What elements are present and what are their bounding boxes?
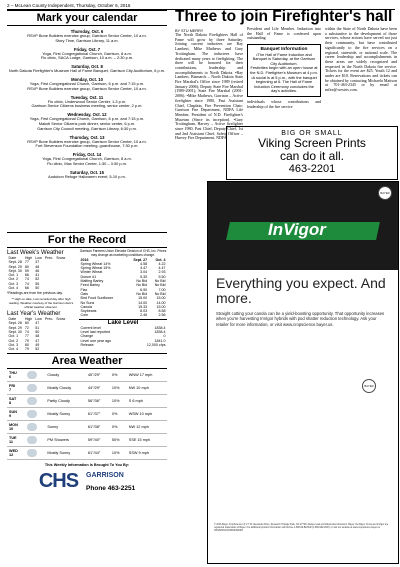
article-text-3: within the State of North Dakota have been a substantive to the development of those services, whose actions have served not just their community, but have contributed significantly to the fire services on a regional, statewide, or national scale. The career leadership and accomplishments in these areas are widely recognized and respected in the North Dakota fire service. Tickets for the event are $25. Youth 12 and under are $10. Reservations and tickets can be obtained by contacting Michaela Mattson at 701-463-2345 or by email at mfire@westriv.com. bbox=[325, 26, 397, 93]
table-cell: Oct. 1 bbox=[8, 273, 19, 278]
forecast-day-date: 7 bbox=[9, 388, 12, 392]
forecast-day-name: TUE bbox=[9, 435, 17, 440]
banquet-item: Festivities begin with an open house at the N.D. Firefighter's Museum at 4 p.m. bbox=[250, 65, 318, 76]
table-cell: 51 bbox=[35, 325, 40, 330]
grain-cell: 4.22 bbox=[158, 261, 166, 266]
grain-cell: 2.46 bbox=[140, 313, 148, 318]
table-cell: 48 bbox=[35, 264, 40, 269]
grain-cell: No Bid bbox=[154, 283, 166, 288]
article-byline: BY STU MERRY bbox=[175, 29, 204, 33]
column-header: Date bbox=[8, 256, 17, 260]
table-cell: 79 bbox=[24, 338, 29, 343]
table-cell: Sept. 29 bbox=[8, 264, 22, 269]
lake-level-table bbox=[79, 326, 167, 347]
table-cell: 77 bbox=[24, 334, 29, 339]
calendar-day: Thursday, Oct. 6 bbox=[70, 29, 104, 34]
column-header: Date bbox=[8, 317, 17, 322]
calendar-day: Wednesday, Oct. 12 bbox=[67, 112, 107, 118]
table-cell: Oct. 1 bbox=[8, 334, 19, 339]
forecast-day-name: FRI bbox=[9, 383, 16, 388]
forecast-day-name: SUN bbox=[9, 409, 18, 414]
grain-cell: 8.58 bbox=[158, 309, 166, 314]
forecast-precip: 0% bbox=[110, 421, 127, 434]
table-cell: Sept. 28 bbox=[8, 260, 22, 265]
table-cell: 52 bbox=[35, 277, 40, 282]
last-week-weather-title: Last Week's Weather bbox=[7, 250, 64, 256]
table-cell: 80 bbox=[24, 342, 29, 347]
weather-icon bbox=[27, 371, 37, 379]
grain-cell: No Bid bbox=[154, 291, 166, 296]
weather-icon bbox=[27, 384, 37, 392]
grain-cell: Canola bbox=[80, 304, 92, 309]
grain-cell: Soybeans bbox=[80, 309, 97, 314]
column-header: Prec. bbox=[44, 256, 54, 260]
table-cell: Oct. 3 bbox=[8, 342, 19, 347]
grain-row bbox=[79, 313, 167, 317]
grain-cell: Durum #1 bbox=[80, 274, 97, 279]
weather-icon bbox=[27, 423, 37, 431]
grain-cell: 2.93 bbox=[158, 270, 166, 275]
sponsor-town: GARRISON bbox=[86, 471, 124, 479]
forecast-desc: Sunny bbox=[45, 421, 85, 434]
grain-cell: 15.00 bbox=[156, 296, 166, 301]
table-cell: Sept. 30 bbox=[8, 330, 22, 335]
weather-icon-cell bbox=[25, 395, 45, 408]
calendar-event: Audubon Refuge Halloween event, 5-10 p.m. bbox=[48, 173, 126, 179]
forecast-day-name: THU bbox=[9, 370, 17, 375]
forecast-day bbox=[7, 434, 25, 447]
table-cell: Sept. 29 bbox=[8, 325, 22, 330]
forecast-day-name: WED bbox=[9, 448, 18, 453]
calendar-event: RSVP Bone Builders exercise group, Garrison Senior Center, 10 a.m. bbox=[27, 85, 147, 91]
grain-cell: No Bid bbox=[154, 279, 166, 284]
weather-icon bbox=[27, 397, 37, 405]
weather-footnote: ** High on date, Low recorded day after high reading. Weather courtesy of the Garrison dam's official weather observer. bbox=[8, 297, 74, 309]
grain-cell: 5.30 bbox=[140, 274, 148, 279]
forecast-day-name: MON bbox=[9, 422, 18, 427]
invigor-tagline: Everything you expect. And more. bbox=[216, 275, 386, 306]
calendar-event: Fort Stevenson Foundation meeting, guardhouse, 7:30 p.m. bbox=[35, 143, 139, 149]
banquet-info-box bbox=[247, 44, 321, 97]
grain-cell: 2.56 bbox=[158, 313, 166, 318]
table-cell: 72 bbox=[24, 325, 29, 330]
table-cell: Oct. 2 bbox=[8, 277, 19, 282]
table-row bbox=[7, 286, 67, 290]
last-week-weather-table bbox=[7, 250, 67, 290]
table-cell: 80 bbox=[24, 321, 29, 326]
table-cell bbox=[55, 286, 67, 290]
forecast-table bbox=[7, 369, 167, 460]
sponsor-block bbox=[7, 470, 167, 493]
weather-icon bbox=[27, 449, 37, 457]
calendar-event: Yoga, First Congregational Church, Garrison, 8 a.m. bbox=[42, 156, 132, 162]
viking-ad-line1: BIG OR SMALL bbox=[281, 130, 343, 137]
record-section bbox=[7, 232, 167, 352]
table-cell bbox=[55, 347, 67, 351]
calendar-event: Flu clinic, Max Senior Center, 1:30 – 3:30 p.m. bbox=[47, 160, 127, 166]
table-cell: Sept. 30 bbox=[8, 268, 22, 273]
chs-logo: CHS bbox=[38, 470, 79, 492]
calendar-event: North Dakota Firefighter's Museum Hall of Fame Banquet, Garrison City Auditorium, 6 p.m. bbox=[8, 68, 166, 74]
grain-cell: Malting Barley bbox=[80, 279, 104, 284]
grain-cell: 15.33 bbox=[138, 304, 148, 309]
grain-cell: Spring Wheat 14% bbox=[80, 261, 111, 266]
record-title: For the Record bbox=[7, 232, 167, 248]
forecast-precip: 50% bbox=[110, 434, 127, 447]
calendar-day: Saturday, Oct. 8 bbox=[71, 64, 103, 70]
column-header: High bbox=[24, 256, 33, 260]
table-cell: 49 bbox=[35, 342, 40, 347]
grain-cell: No Bid bbox=[136, 291, 148, 296]
forecast-precip: 10% bbox=[110, 382, 127, 395]
forecast-day bbox=[7, 421, 25, 434]
banquet-item: •A social is at 5 p.m., with the banquet beginning at 6. The Hall of Fame Induction Ceremony concludes the day's activities. bbox=[251, 74, 317, 94]
calendar-day: Friday, Oct. 7 bbox=[73, 46, 101, 52]
table-cell bbox=[43, 286, 54, 290]
weather-icon-cell bbox=[25, 421, 45, 434]
calendar-event: Yoga, First Congregational Church, Garrison, 6 p.m. and 7:15 p.m. bbox=[29, 116, 145, 122]
forecast-temps: 44°/29° bbox=[86, 382, 110, 395]
table-cell: 52 bbox=[35, 347, 40, 352]
table-cell: 55 bbox=[35, 281, 40, 286]
forecast-row bbox=[7, 421, 167, 434]
grain-cell: No Bid bbox=[136, 279, 148, 284]
weather-icon-cell bbox=[25, 434, 45, 447]
weather-icon bbox=[27, 410, 37, 418]
forecast-row bbox=[7, 395, 167, 408]
table-cell: Oct. 4 bbox=[8, 347, 19, 352]
column-header: Oct. 4 bbox=[155, 257, 166, 262]
column-header: Prec. bbox=[44, 317, 54, 322]
last-year-weather-table bbox=[7, 311, 67, 351]
grain-cell: 4.58 bbox=[140, 261, 148, 266]
weather-tables bbox=[7, 250, 75, 352]
grain-cell: Bird Food Sunflower bbox=[80, 296, 114, 301]
grain-cell: 4.47 bbox=[158, 266, 166, 271]
grain-lake-column bbox=[79, 250, 167, 352]
invigor-logo: InVigor bbox=[268, 220, 326, 239]
forecast-day-date: 11 bbox=[9, 440, 14, 444]
forecast-day-name: SAT bbox=[9, 396, 17, 401]
table-cell: 77 bbox=[24, 260, 29, 265]
calendar-event: Garrison Senior Citizens business meeting, senior center, 2 p.m. bbox=[31, 103, 143, 109]
invigor-ad bbox=[207, 181, 399, 564]
viking-ad-phone: 463-2201 bbox=[288, 163, 336, 175]
column-header: Snow bbox=[56, 317, 66, 322]
table-cell bbox=[43, 347, 54, 351]
table-cell: 48 bbox=[35, 334, 40, 339]
last-year-weather-title: Last Year's Weather bbox=[7, 311, 61, 318]
invigor-ad-banner bbox=[208, 182, 398, 270]
article bbox=[175, 9, 397, 141]
table-cell: 50 bbox=[35, 330, 40, 335]
viking-screen-prints-ad bbox=[226, 126, 398, 180]
lake-cell: Change bbox=[80, 334, 94, 339]
grain-prices-table bbox=[79, 258, 167, 318]
forecast-day bbox=[7, 382, 25, 395]
calendar-day: Friday, Oct. 14 bbox=[72, 152, 102, 158]
bayer-logo: BAYER bbox=[378, 186, 392, 200]
forecast-desc: Cloudy bbox=[45, 369, 85, 382]
forecast-day bbox=[7, 395, 25, 408]
grain-cell: 7.00 bbox=[158, 287, 166, 292]
article-text-2: President and Life Member. Induction into the Hall of Fame is conferred upon outstanding bbox=[247, 26, 321, 41]
forecast-precip: 0% bbox=[110, 369, 127, 382]
area-weather-section bbox=[7, 353, 167, 493]
forecast-day-date: 6 bbox=[9, 375, 12, 379]
page-header: 2 – McLean County Independent, Thursday, October 6, 2016 bbox=[7, 3, 395, 10]
weather-icon bbox=[27, 436, 37, 444]
grain-cell: Spring Wheat 15% bbox=[80, 266, 111, 271]
grain-cell: 8.03 bbox=[140, 309, 148, 314]
grain-cell: No Bid bbox=[136, 283, 148, 288]
table-cell: 74 bbox=[24, 330, 29, 335]
forecast-wind: S 6 mph bbox=[127, 395, 167, 408]
forecast-temps: 59°/40° bbox=[86, 434, 110, 447]
grain-cell: No Suns bbox=[80, 300, 95, 305]
sponsor-line: This Weekly Information Is Brought To You By: bbox=[44, 463, 130, 467]
calendar-event: Yoga, First Congregational Church, Garrison, 8 a.m. bbox=[42, 50, 132, 56]
forecast-wind: WNW 17 mph bbox=[127, 369, 167, 382]
table-cell: 59 bbox=[24, 268, 29, 273]
invigor-body: Straight cutting your canola can be a yield-boosting opportunity. That opportunity increases when you're harvesting InVigor hybrids with pod shatter reduction technology. Ask your retailer for more information, or visit www.cropscience.bayer.us. bbox=[216, 311, 385, 327]
forecast-day-date: 8 bbox=[9, 401, 12, 405]
forecast-desc: Mostly Sunny bbox=[45, 408, 85, 421]
calendar-event: Yoga, First Congregational Church, Garrison, 6 p.m. and 7:15 p.m. bbox=[29, 80, 145, 86]
forecast-desc: Mostly Cloudy bbox=[45, 382, 85, 395]
forecast-temps: 45°/29° bbox=[86, 369, 110, 382]
table-cell: 66 bbox=[24, 273, 29, 278]
table-cell: 41 bbox=[35, 273, 40, 278]
column-header: Low bbox=[35, 317, 42, 322]
forecast-row bbox=[7, 382, 167, 395]
grain-cell: 14.00 bbox=[138, 300, 148, 305]
lake-cell: 0 bbox=[163, 334, 166, 339]
table-cell: 74 bbox=[24, 281, 29, 286]
forecast-temps: 61°/44° bbox=[86, 447, 110, 460]
table-cell: Oct. 3 bbox=[8, 281, 19, 286]
forecast-day bbox=[7, 408, 25, 421]
forecast-desc: PM Showers bbox=[45, 434, 85, 447]
column-header: Sept. 27 bbox=[133, 257, 148, 262]
forecast-desc: Partly Cloudy bbox=[45, 395, 85, 408]
article-col-1 bbox=[175, 27, 243, 141]
calendar-day: Tuesday, Oct. 11 bbox=[70, 94, 104, 100]
viking-ad-line2: Viking Screen Prints bbox=[258, 136, 366, 150]
lake-cell: Level one year ago bbox=[80, 338, 112, 343]
forecast-precip: 0% bbox=[110, 408, 127, 421]
calendar-list bbox=[7, 29, 167, 180]
forecast-temps: 61°/37° bbox=[86, 408, 110, 421]
calendar-event: Garrison City Council meeting, Garrison Library, 6:30 p.m. bbox=[37, 125, 137, 131]
weather-note: *Readings are from the previous day. bbox=[7, 291, 63, 296]
forecast-wind: WSW 10 mph bbox=[127, 408, 167, 421]
grain-cell: Feed Barley bbox=[80, 283, 100, 288]
grain-cell: 14.00 bbox=[156, 300, 166, 305]
table-cell: 47 bbox=[35, 338, 40, 343]
forecast-day bbox=[7, 369, 25, 382]
calendar-event: Flu clinic, SACA Lodge, Garrison, 10 a.m. – 2:30 p.m. bbox=[40, 55, 134, 61]
table-cell: 46 bbox=[35, 268, 40, 273]
table-row bbox=[7, 347, 67, 351]
table-cell: Oct. 2 bbox=[8, 338, 19, 343]
forecast-day-date: 12 bbox=[9, 453, 14, 457]
article-headline: Three to join Firefighter's hall bbox=[175, 8, 393, 25]
grain-prices-title: Garrison Farmers Union Elevator Division of CHS, Inc. Prices may change as marketing conditions change. bbox=[79, 249, 167, 257]
calendar-section bbox=[7, 10, 167, 180]
forecast-row bbox=[7, 408, 167, 421]
grain-cell: 4.47 bbox=[140, 266, 148, 271]
forecast-wind: NW 12 mph bbox=[127, 421, 167, 434]
lake-cell: 12,000 cfps bbox=[146, 342, 166, 347]
banquet-item: •The Hall of Fame Induction and Banquet is Saturday, at the Garrison City Auditorium. bbox=[252, 51, 316, 66]
forecast-day bbox=[7, 447, 25, 460]
table-cell: 74 bbox=[24, 277, 29, 282]
calendar-event: Story Time, Garrison Library, 11 a.m. bbox=[55, 37, 119, 43]
table-cell: Oct. 4 bbox=[8, 286, 19, 291]
article-col-3 bbox=[325, 27, 397, 141]
viking-ad-line3: can do it all. bbox=[279, 149, 345, 163]
invigor-ad-copy bbox=[208, 270, 398, 333]
table-cell: 47 bbox=[35, 321, 40, 326]
forecast-wind: SSE 15 mph bbox=[127, 434, 167, 447]
weather-icon-cell bbox=[25, 408, 45, 421]
sponsor-contact bbox=[86, 472, 135, 492]
column-header: Snow bbox=[56, 256, 66, 260]
weather-icon-cell bbox=[25, 447, 45, 460]
table-cell: 80 bbox=[24, 264, 29, 269]
grain-cell: 6.90 bbox=[140, 287, 148, 292]
weather-icon-cell bbox=[25, 369, 45, 382]
column-header: High bbox=[24, 317, 33, 322]
forecast-wind: NW 10 mph bbox=[127, 382, 167, 395]
forecast-wind: SSW 9 mph bbox=[127, 447, 167, 460]
column-header: Low bbox=[35, 256, 42, 260]
article-text-1: The North Dakota Firefighters Hall of Fame will grow by three Saturday. Joining current inductees are Ray Lambert, Mike Mathews and Gary Trottingham. The inductees have dedicated many years to firefighting. The three will be honored for their contributions, leadership and accomplishments to North Dakota. •Ray Lambert, Bismarck – North Dakota State Fire Marshal's Office since 1989 (retired January 2006); Deputy State Fire Marshal (1989-2001); State Fire Marshal (2001-2006). •Mike Mathews, Garrison – Active firefighter since 1980, Past Assistant Chief, Chaplain, Fire Prevention Chair; Garrison Fire Department, NDFA Life Member, President of N.D. Firefighter's Museum (Since its inception). •Gary Trottingham, Harvey – Active firefighter since 1980, Past Chief, Deputy Chief, 1st and 2nd Assistant Chief, Safety Officer – Harvey Fire Department, NDFA bbox=[175, 32, 243, 141]
calendar-day: Saturday, Oct. 15 bbox=[70, 169, 104, 175]
calendar-day: Monday, Oct. 10 bbox=[71, 76, 103, 82]
table-cell: Sept. 28 bbox=[8, 321, 22, 326]
forecast-day-date: 9 bbox=[9, 414, 12, 418]
grain-cell: 15.00 bbox=[156, 304, 166, 309]
article-text-2b: individuals whose contributions and leadership of the fire service bbox=[247, 99, 321, 109]
table-cell: 79 bbox=[24, 347, 29, 352]
lake-level-title: Lake Level bbox=[79, 319, 167, 326]
article-col-2 bbox=[247, 27, 321, 141]
banquet-info-title: Banquet Information bbox=[260, 47, 308, 53]
forecast-day-date: 10 bbox=[9, 427, 14, 431]
invigor-fine-print: © 2016 Bayer CropScience LP, 2 T.W. Alexander Drive, Research Triangle Park, NC 27709. Always read and follow label directions. Bayer, the Bayer Cross and InVigor are registered trademarks of Bayer. For additional product information call toll-free 1-866-99-BAYER (1-866-992-2937) or visit our website at www.cropscience.bayer.us. CR0816INVIGOB040S00R0 bbox=[214, 524, 389, 532]
grain-cell: Winter Wheat bbox=[80, 270, 103, 275]
lake-cell: Level last reported bbox=[80, 330, 111, 335]
lake-cell: Current level bbox=[80, 325, 101, 330]
forecast-temps: 56°/36° bbox=[86, 395, 110, 408]
forecast-precip: 10% bbox=[110, 395, 127, 408]
forecast-row bbox=[7, 447, 167, 460]
table-cell: 66 bbox=[24, 286, 29, 291]
forecast-temps: 61°/38° bbox=[86, 421, 110, 434]
sponsor-phone: Phone 463-2251 bbox=[86, 484, 136, 492]
table-cell: 37 bbox=[35, 260, 40, 265]
calendar-event: RSVP Bone Builders exercise group, Garrison Senior Center, 10 a.m. bbox=[27, 138, 147, 144]
forecast-row bbox=[7, 434, 167, 447]
grain-cell: Oats bbox=[80, 291, 89, 296]
grain-cell: 15.00 bbox=[138, 296, 148, 301]
calendar-event: Flu clinic, Underwood Senior Center, 1-3 p.m. bbox=[47, 98, 127, 104]
table-cell: 50 bbox=[35, 286, 40, 291]
grain-cell: 5.50 bbox=[158, 274, 166, 279]
calendar-day: Thursday, Oct. 13 bbox=[69, 134, 105, 140]
forecast-precip: 10% bbox=[110, 447, 127, 460]
lake-cell: 1841.0 bbox=[154, 338, 166, 343]
lake-cell: Release bbox=[80, 342, 94, 347]
lake-cell: 1838.4 bbox=[154, 325, 166, 330]
bayer-logo-small: BAYER bbox=[362, 379, 376, 393]
calendar-title: Mark your calendar bbox=[7, 10, 167, 26]
lake-cell: 1838.4 bbox=[154, 330, 166, 335]
calendar-event: RSVP Bone Builders exercise group, Garrison Senior Center, 10 a.m. bbox=[27, 33, 147, 38]
weather-icon-cell bbox=[25, 382, 45, 395]
grain-cell: Flax bbox=[80, 287, 88, 292]
forecast-row bbox=[7, 369, 167, 382]
calendar-event: Makoti Senior Citizens pork dinner, senior center, 6 p.m. bbox=[38, 120, 136, 126]
grain-cell: Corn bbox=[80, 313, 89, 318]
forecast-desc: Mostly Sunny bbox=[45, 447, 85, 460]
column-header: 2016 bbox=[80, 257, 89, 262]
area-weather-title: Area Weather bbox=[7, 353, 167, 369]
lake-row bbox=[79, 343, 167, 347]
grain-cell: 3.04 bbox=[140, 270, 148, 275]
